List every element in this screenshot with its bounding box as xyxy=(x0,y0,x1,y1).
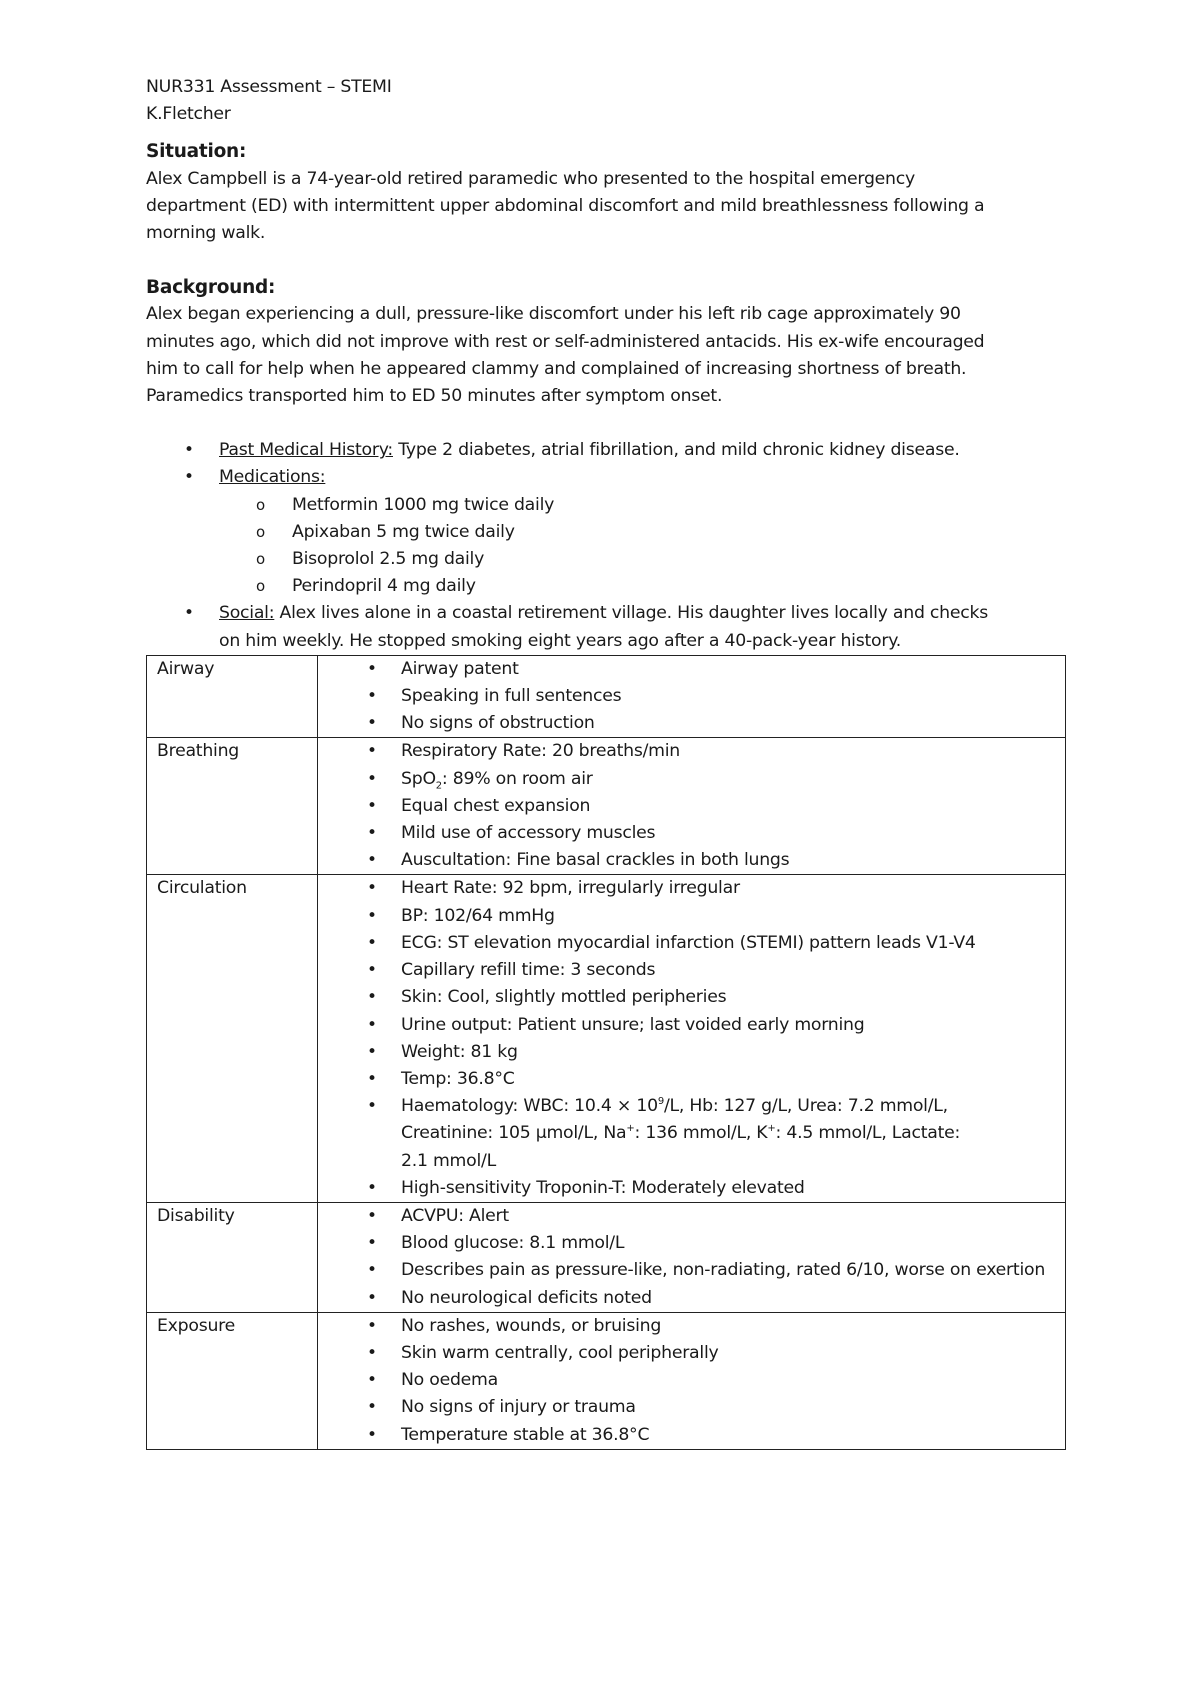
finding-item: • Speaking in full sentences xyxy=(318,683,1065,710)
medications-label: Medications: xyxy=(219,467,326,488)
finding-item: • Mild use of accessory muscles xyxy=(318,820,1065,847)
finding-item: • No signs of injury or trauma xyxy=(318,1394,1065,1421)
medication-item: o Bisoprolol 2.5 mg daily xyxy=(219,546,1066,573)
background-line: Paramedics transported him to ED 50 minutes after symptom onset. xyxy=(146,386,723,407)
course-line: NUR331 Assessment – STEMI xyxy=(146,77,392,97)
finding-item-spo2: • SpO$_2$: 89% on room air xyxy=(318,766,1065,793)
finding-item: • Temp: 36.8°C xyxy=(318,1066,1065,1093)
background-line: him to call for help when he appeared clammy and complained of increasing shortness of breath. xyxy=(146,358,967,379)
background-line: Alex began experiencing a dull, pressure-like discomfort under his left rib cage approximately 90 xyxy=(146,304,961,325)
finding-item: • Auscultation: Fine basal crackles in both lungs xyxy=(318,847,1065,874)
finding-item: • High-sensitivity Troponin-T: Moderately elevated xyxy=(318,1175,1065,1202)
situation-line: morning walk. xyxy=(146,223,266,244)
finding-item: • BP: 102/64 mmHg xyxy=(318,903,1065,930)
background-heading: Background: xyxy=(146,277,276,299)
finding-item: • No rashes, wounds, or bruising xyxy=(318,1313,1065,1340)
finding-item: • No neurological deficits noted xyxy=(318,1285,1065,1312)
medications-item xyxy=(146,464,1066,600)
finding-item-haematology: • Haematology: WBC: $10.4 \times 10^9/L$, Hb: 127 g/L, Urea: 7.2 mmol/L, Creatinine: 105 µmol/L, Na+: 136 mmol/L, K+: 4.5 mmol/L, Lactate: 2.1 mmol/L xyxy=(318,1093,1065,1175)
finding-item: • ACVPU: Alert xyxy=(318,1203,1065,1230)
category-label: Breathing xyxy=(147,738,318,875)
finding-item: • Respiratory Rate: 20 breaths/min xyxy=(318,738,1065,765)
finding-item: • No signs of obstruction xyxy=(318,710,1065,737)
social-item xyxy=(146,600,1066,654)
finding-item: • Skin warm centrally, cool peripherally xyxy=(318,1340,1065,1367)
medication-item: o Apixaban 5 mg twice daily xyxy=(219,519,1066,546)
medication-item: o Perindopril 4 mg daily xyxy=(219,573,1066,600)
pmh-item xyxy=(146,437,1066,464)
finding-item: • Airway patent xyxy=(318,656,1065,683)
finding-item: • Weight: 81 kg xyxy=(318,1039,1065,1066)
finding-item: • Urine output: Patient unsure; last voided early morning xyxy=(318,1012,1065,1039)
finding-item: • No oedema xyxy=(318,1367,1065,1394)
pmh-label: Past Medical History: xyxy=(219,440,393,461)
author-name: K.Fletcher xyxy=(146,104,231,125)
category-label: Circulation xyxy=(147,875,318,1202)
table-row-disability xyxy=(147,1202,1066,1312)
social-text: Alex lives alone in a coastal retirement village. His daughter lives locally and checks xyxy=(274,603,989,624)
social-label: Social: xyxy=(219,603,275,624)
social-text-cont: on him weekly. He stopped smoking eight years ago after a 40-pack-year history. xyxy=(219,630,901,651)
finding-item: • Blood glucose: 8.1 mmol/L xyxy=(318,1230,1065,1257)
finding-item: • Skin: Cool, slightly mottled peripheries xyxy=(318,984,1065,1011)
situation-line: department (ED) with intermittent upper abdominal discomfort and mild breathlessness following a xyxy=(146,195,985,216)
situation-paragraph xyxy=(146,166,1066,248)
background-list xyxy=(146,437,1066,655)
pmh-text: Type 2 diabetes, atrial fibrillation, and mild chronic kidney disease. xyxy=(393,440,960,461)
finding-item: • Equal chest expansion xyxy=(318,793,1065,820)
table-row-airway xyxy=(147,655,1066,738)
category-label: Exposure xyxy=(147,1312,318,1449)
medications-list xyxy=(219,492,1066,601)
table-row-circulation xyxy=(147,875,1066,1202)
medication-item: o Metformin 1000 mg twice daily xyxy=(219,492,1066,519)
finding-item: • Temperature stable at 36.8°C xyxy=(318,1422,1065,1449)
category-label: Disability xyxy=(147,1202,318,1312)
finding-item: • Heart Rate: 92 bpm, irregularly irregular xyxy=(318,875,1065,902)
document-body xyxy=(146,74,1066,1450)
abcde-assessment-table xyxy=(146,655,1066,1450)
finding-item: • Describes pain as pressure-like, non-radiating, rated 6/10, worse on exertion xyxy=(318,1257,1065,1284)
situation-heading: Situation: xyxy=(146,141,247,163)
finding-item: • Capillary refill time: 3 seconds xyxy=(318,957,1065,984)
category-label: Airway xyxy=(147,655,318,738)
background-paragraph xyxy=(146,301,1066,410)
finding-item: • ECG: ST elevation myocardial infarction (STEMI) pattern leads V1-V4 xyxy=(318,930,1065,957)
table-row-breathing xyxy=(147,738,1066,875)
situation-line: Alex Campbell is a 74-year-old retired paramedic who presented to the hospital emergency xyxy=(146,168,915,189)
background-line: minutes ago, which did not improve with rest or self-administered antacids. His ex-wife encouraged xyxy=(146,331,985,352)
table-row-exposure xyxy=(147,1312,1066,1449)
